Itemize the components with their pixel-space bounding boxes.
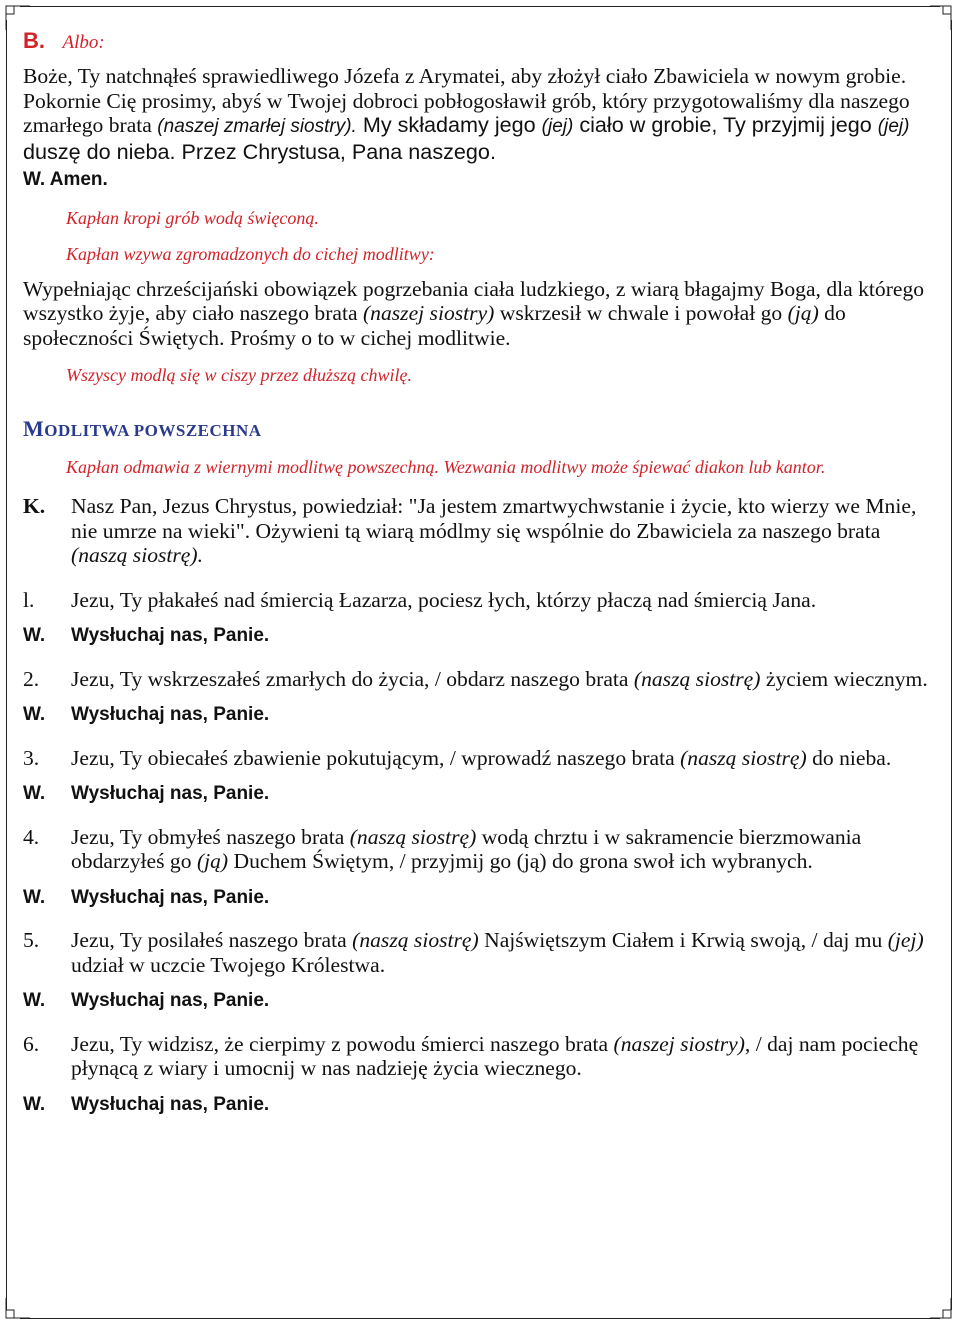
petitions-list: [23, 588, 941, 1118]
rubric-silent-prayer: Kapłan wzywa zgromadzonych do cichej modlitwy:: [66, 243, 435, 264]
petition-text: Jezu, Ty posilałeś naszego brata (naszą siostrę) Najświętszym Ciałem i Krwią swoją, / daj mu (jej) udział w uczcie Twojego Królestwa.: [71, 928, 924, 977]
petition-number: 3.: [23, 745, 40, 770]
petition-text: Jezu, Ty wskrzeszałeś zmarłych do życia, / obdarz naszego brata (naszą siostrę) życiem wiecznym.: [71, 666, 928, 691]
petition-text: Jezu, Ty widzisz, że cierpimy z powodu śmierci naszego brata (naszej siostry), / daj nam pociechę płynącą z wiary i umocnij w nas nadzieję życia wiecznego.: [71, 1031, 919, 1080]
response-text: Wysłuchaj nas, Panie.: [71, 704, 270, 725]
rubric-silence: Wszyscy modlą się w ciszy przez dłuższą chwilę.: [66, 365, 412, 385]
petition-text: Jezu, Ty obiecałeś zbawienie pokutującym, / wprowadź naszego brata (naszą siostrę) do nieba.: [71, 745, 892, 770]
intro-text: Nasz Pan, Jezus Chrystus, powiedział: "Ja jestem zmartwychwstanie i życie, kto wierzy we Mnie, nie umrze na wieki". Ożywieni tą wiarą módlmy się wspólnie do Zbawiciela za naszego brata (naszą siostrę).: [71, 494, 917, 567]
page-content: [23, 28, 941, 1117]
corner-ornament-tr-icon: [930, 0, 960, 30]
section-b-heading: [23, 28, 941, 56]
corner-ornament-br-icon: [930, 1298, 960, 1328]
response-text: Wysłuchaj nas, Panie.: [71, 990, 270, 1011]
corner-ornament-bl-icon: [0, 1298, 30, 1328]
petition-row: [23, 667, 941, 692]
response-label: W.: [23, 704, 46, 725]
petition-text: Jezu, Ty obmyłeś naszego brata (naszą siostrę) wodą chrztu i w sakramencie bierzmowania obdarzyłeś go (ją) Duchem Świętym, / przyjmij go (ją) do grona swoł ich wybranych.: [71, 824, 862, 873]
response-label: W.: [23, 990, 46, 1011]
frame-bottom: [20, 1318, 940, 1319]
petition-text: Jezu, Ty płakałeś nad śmiercią Łazarza, pociesz łych, którzy płaczą nad śmiercią Jana.: [71, 587, 817, 612]
frame-left: [6, 20, 7, 1310]
section-title: MODLITWA POWSZECHNA: [23, 416, 262, 441]
petition-row: [23, 1032, 941, 1081]
invitation-text: Wypełniając chrześcijański obowiązek pogrzebania ciała ludzkiego, z wiarą błagajmy Boga, dla którego wszystko żyje, aby ciało naszego brata (naszej siostry) wskrzesił w chwale i powołał go (ją) do społeczności Świętych. Prośmy o to w cichej modlitwie.: [23, 276, 925, 350]
response-label: W.: [23, 886, 46, 908]
response-row: [23, 989, 941, 1014]
corner-ornament-tl-icon: [0, 0, 30, 30]
petition-row: [23, 825, 941, 874]
petition-number: 4.: [23, 824, 40, 849]
intro-row: [23, 494, 941, 568]
petition-number: 6.: [23, 1031, 40, 1056]
response-text: Wysłuchaj nas, Panie.: [71, 886, 270, 908]
petition-row: [23, 746, 941, 771]
petition-row: [23, 588, 941, 613]
response-label: W.: [23, 1093, 46, 1115]
petition-number: l.: [23, 587, 35, 612]
burial-prayer: Boże, Ty natchnąłeś sprawiedliwego Józefa z Arymatei, aby złożył ciało Zbawiciela w nowym grobie. Pokornie Cię prosimy, abyś w Twojej dobroci pobłogosławił grób, który przygotowaliśmy dla naszego zmarłego brata (naszej zmarłej siostry). My składamy jego (jej) ciało w grobie, Ty przyjmij jego (jej) duszę do nieba. Przez Chrystusa, Pana naszego.: [23, 64, 910, 164]
response-label: W.: [23, 625, 46, 646]
response-row: [23, 886, 941, 911]
intro-label: K.: [23, 494, 46, 518]
petition-row: [23, 928, 941, 977]
petition-number: 5.: [23, 928, 40, 952]
response-text: Wysłuchaj nas, Panie.: [71, 1093, 270, 1115]
section-label: Albo:: [62, 32, 105, 53]
response-row: [23, 624, 941, 649]
response-row: [23, 1093, 941, 1118]
rubric-sprinkle: Kapłan kropi grób wodą święconą.: [66, 207, 319, 228]
rubric-universal-prayer: Kapłan odmawia z wiernymi modlitwę powszechną. Wezwania modlitwy może śpiewać diakon lub kantor.: [66, 457, 826, 477]
frame-right: [951, 20, 952, 1310]
response-label: W.: [23, 783, 46, 804]
response-row: [23, 703, 941, 728]
frame-top: [20, 6, 940, 7]
response-text: Wysłuchaj nas, Panie.: [71, 625, 270, 646]
petition-number: 2.: [23, 666, 40, 691]
amen-response: W. Amen.: [23, 169, 108, 190]
section-letter: B.: [23, 28, 45, 53]
response-row: [23, 782, 941, 807]
response-text: Wysłuchaj nas, Panie.: [71, 783, 270, 804]
